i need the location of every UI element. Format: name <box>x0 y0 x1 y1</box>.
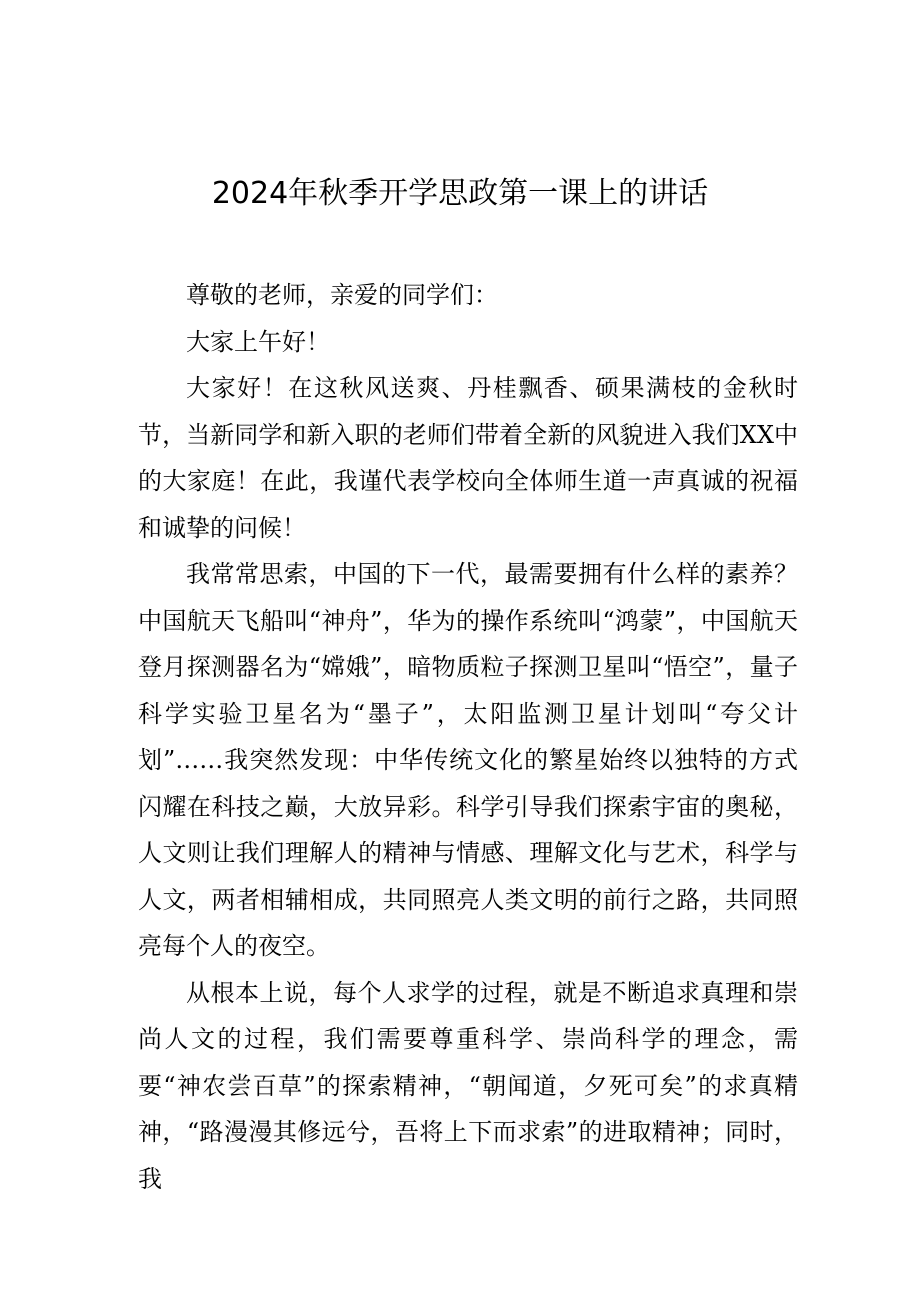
document-title: 2024年秋季开学思政第一课上的讲话 <box>211 176 709 211</box>
paragraph-welcome: 大家好！在这秋风送爽、丹桂飘香、硕果满枝的金秋时节，当新同学和新入职的老师们带着全新的风貌进入我们XX中的大家庭！在此，我谨代表学校向全体师生道一声真诚的祝福和诚挚的问候！ <box>138 374 798 542</box>
greeting: 大家上午好！ <box>186 327 330 356</box>
salutation: 尊敬的老师，亲爱的同学们： <box>186 281 498 309</box>
paragraph-learning: 从根本上说，每个人求学的过程，就是不断追求真理和崇尚人文的过程，我们需要尊重科学、崇尚科学的理念，需要“神农尝百草”的探索精神，“朝闻道，夕死可矣”的求真精神，“路漫漫其修远兮，吾将上下而求索”的进取精神；同时，我 <box>138 978 798 1193</box>
document-body <box>138 272 798 1202</box>
paragraph-science-culture: 我常常思索，中国的下一代，最需要拥有什么样的素养？中国航天飞船叫“神舟”，华为的操作系统叫“鸿蒙”，中国航天登月探测器名为“嫦娥”，暗物质粒子探测卫星叫“悟空”，量子科学实验卫星名为“墨子”，太阳监测卫星计划叫“夸父计划”……我突然发现：中华传统文化的繁星始终以独特的方式闪耀在科技之巅，大放异彩。科学引导我们探索宇宙的奥秘，人文则让我们理解人的精神与情感、理解文化与艺术，科学与人文，两者相辅相成，共同照亮人类文明的前行之路，共同照亮每个人的夜空。 <box>138 560 798 960</box>
